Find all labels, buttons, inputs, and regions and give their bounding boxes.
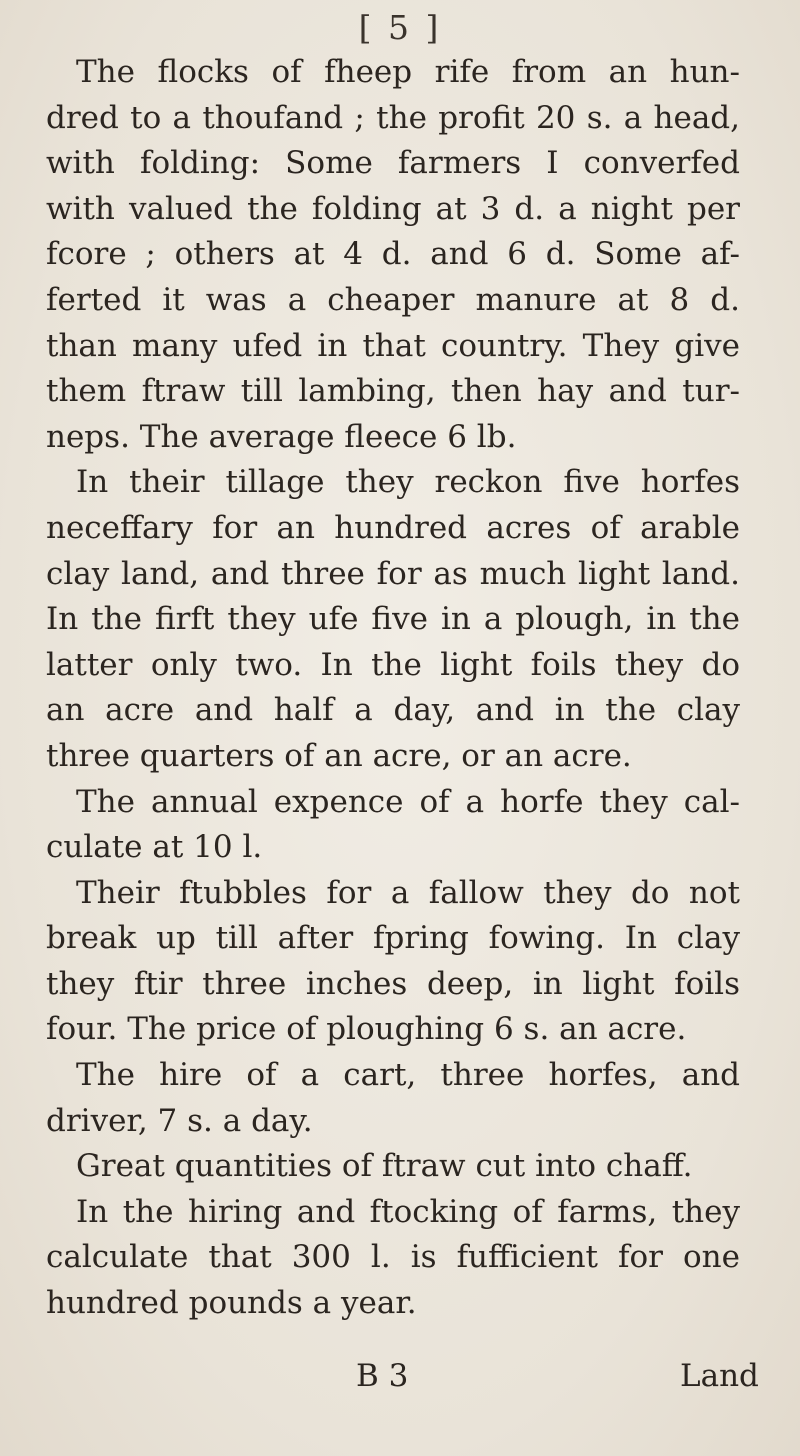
text-line: break up till after fpring fowing. In clay [46,920,740,957]
text-line: fcore ; others at 4 d. and 6 d. Some af- [46,236,740,273]
paragraph [46,1144,770,1190]
text-line: neceffary for an hundred acres of arable [46,509,740,546]
text-line: Great quantities of ftraw cut into chaff. [76,1148,693,1185]
catchword: Land [680,1358,759,1394]
text-line: hundred pounds a year. [46,1285,417,1322]
text-line: neps. The average fleece 6 lb. [46,418,517,455]
text-line: with valued the folding at 3 d. a night per [46,190,740,227]
text-line: they ftir three inches deep, in light foils [46,965,740,1002]
text-line: Their ftubbles for a fallow they do not [76,874,740,911]
text-line: calculate that 300 l. is fufficient for one [46,1239,740,1276]
text-line: The hire of a cart, three horfes, and [76,1057,740,1094]
text-line: culate at 10 l. [46,829,263,866]
signature-mark: B 3 [356,1358,409,1394]
text-line: with folding: Some farmers I converfed [46,145,740,182]
text-line: In their tillage they reckon five horfes [76,464,740,501]
text-line: The annual expence of a horfe they cal- [76,783,740,820]
text-line: them ftraw till lambing, then hay and tur- [46,373,740,410]
text-line: four. The price of ploughing 6 s. an acre. [46,1011,687,1048]
page-footer [0,1358,800,1403]
paragraph [46,871,770,1053]
text-line: latter only two. In the light foils they do [46,646,740,683]
text-line: three quarters of an acre, or an acre. [46,737,632,774]
text-line: an acre and half a day, and in the clay [46,692,740,729]
text-line: driver, 7 s. a day. [46,1102,313,1139]
paragraph [46,1190,770,1327]
text-line: The flocks of fheep rife from an hun- [76,54,740,90]
text-line: In the hiring and ftocking of farms, they [76,1193,740,1230]
text-line: In the firft they ufe five in a plough, in the [46,601,740,638]
paragraph [46,1053,770,1144]
text-line: ferted it was a cheaper manure at 8 d. [46,281,740,318]
text-line: dred to a thoufand ; the profit 20 s. a head, [46,99,740,136]
text-line: clay land, and three for as much light land. [46,555,740,592]
page-number: [ 5 ] [358,8,442,47]
paragraph [46,460,770,779]
text-line: than many ufed in that country. They give [46,327,740,364]
body-text [46,50,770,1327]
paragraph [46,50,770,460]
paragraph [46,780,770,871]
